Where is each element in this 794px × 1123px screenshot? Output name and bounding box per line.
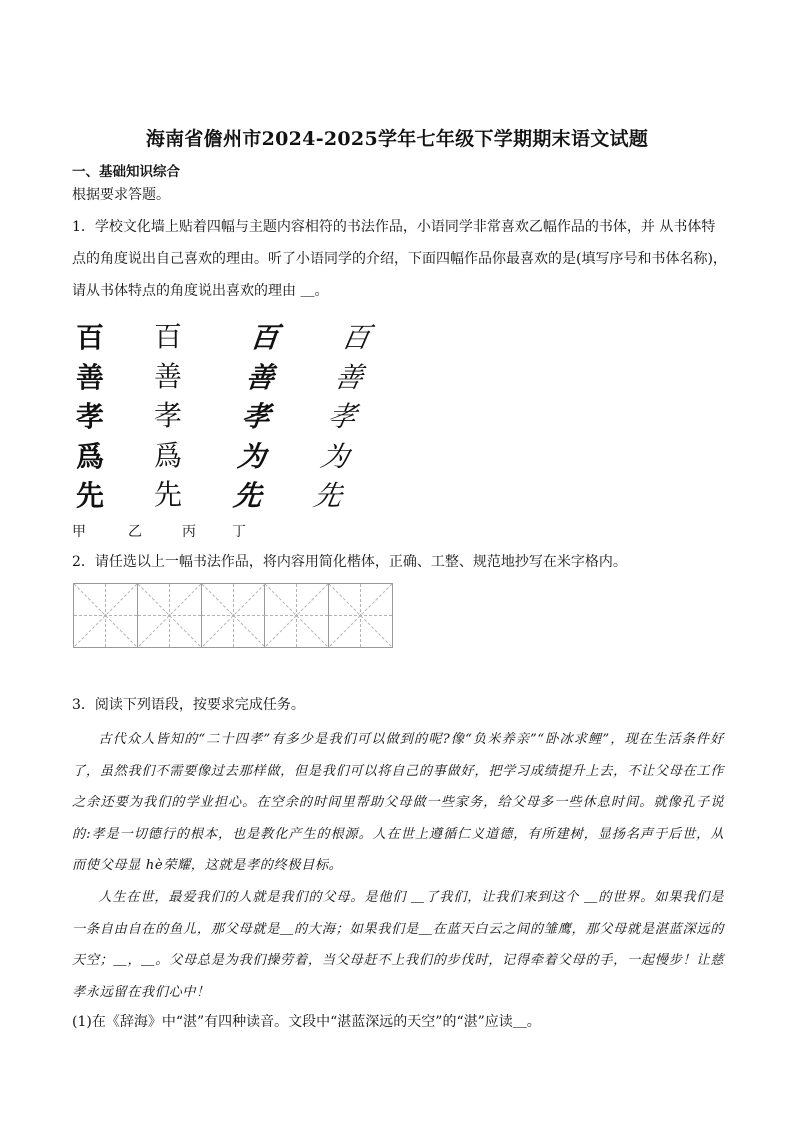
calligraphy-char: 百 xyxy=(75,321,104,354)
mizige-grid[interactable] xyxy=(73,583,393,648)
calligraphy-char: 善 xyxy=(332,360,366,394)
sub-question-1: (1)在《辞海》中“湛”有四种读音。文段中“湛蓝深远的天空”的“湛”应读＿。 xyxy=(72,1014,541,1030)
instruction-text: 根据要求答题。 xyxy=(72,187,170,203)
calligraphy-char: 为 xyxy=(318,439,352,473)
calligraphy-char: 先 xyxy=(75,479,104,512)
question-1-line-3: 请从书体特点的角度说出喜欢的理由 ＿。 xyxy=(72,283,329,299)
label-yi: 乙 xyxy=(128,524,142,540)
label-jia: 甲 xyxy=(72,524,86,540)
label-ding: 丁 xyxy=(232,524,246,540)
mizige-cell[interactable] xyxy=(74,584,138,647)
question-2: 2．请任选以上一幅书法作品，将内容用简化楷体，正确、工整、规范地抄写在米字格内。 xyxy=(72,554,627,570)
calligraphy-char: 孝 xyxy=(325,400,359,433)
page-title: 海南省儋州市2024-2025学年七年级下学期期末语文试题 xyxy=(145,128,649,150)
question-3: 3．阅读下列语段，按要求完成任务。 xyxy=(72,697,305,713)
mizige-cell[interactable] xyxy=(329,584,392,647)
mizige-guides xyxy=(74,584,137,647)
mizige-guides xyxy=(138,584,201,647)
calligraphy-char: 百 xyxy=(248,321,281,354)
calligraphy-char: 先 xyxy=(311,479,346,512)
calligraphy-yi-column xyxy=(148,318,188,516)
calligraphy-char: 善 xyxy=(244,360,276,394)
passage-paragraph-1: 古代众人皆知的“二十四孝”有多少是我们可以做到的呢?像“负米养亲”“卧冰求鲤”，现在生活条件好了，虽然我们不需要像过去那样做，但是我们可以将自己的事做好，把学习成绩提升上去，不让父母在工作之余还要为我们的学业担心。在空余的时间里帮助父母做一些家务，给父母多一些休息时间。就像孔子说的:孝是一切德行的根本，也是教化产生的根源。人在世上遵循仁义道德，有所建树，显扬名声于后世，从而使父母显 hè荣耀，这就是孝的终极目标。 xyxy=(72,732,724,873)
section-heading: 一、基础知识综合 xyxy=(72,164,180,180)
label-bing: 丙 xyxy=(182,524,196,540)
calligraphy-char: 百 xyxy=(153,322,182,353)
calligraphy-bing-column xyxy=(226,318,287,516)
calligraphy-char: 孝 xyxy=(153,401,182,432)
calligraphy-char: 善 xyxy=(75,360,104,394)
calligraphy-char: 为 xyxy=(236,439,268,473)
mizige-guides xyxy=(265,584,328,647)
mizige-cell[interactable] xyxy=(138,584,202,647)
calligraphy-ding-column xyxy=(305,318,380,516)
calligraphy-char: 善 xyxy=(153,361,182,393)
mizige-guides xyxy=(202,584,265,647)
question-1-line-1: 1．学校文化墙上贴着四幅与主题内容相符的书法作品，小语同学非常喜欢乙幅作品的书体，并 从书体特 xyxy=(72,219,716,235)
mizige-cell[interactable] xyxy=(202,584,266,647)
mizige-guides xyxy=(329,584,392,647)
calligraphy-char: 百 xyxy=(339,321,373,354)
calligraphy-char: 爲 xyxy=(153,440,182,472)
calligraphy-char: 先 xyxy=(231,479,264,512)
question-1-line-2: 点的角度说出自己喜欢的理由。听了小语同学的介绍，下面四幅作品你最喜欢的是(填写序号和书体名称)， xyxy=(72,251,727,267)
calligraphy-char: 爲 xyxy=(75,439,104,473)
passage-paragraph-2: 人生在世，最爱我们的人就是我们的父母。是他们 ＿了我们，让我们来到这个 ＿的世界。如果我们是一条自由自在的鱼儿，那父母就是＿的大海；如果我们是＿在蓝天白云之间的雏鹰，那父母就是湛蓝深远的天空；＿，＿。父母总是为我们操劳着，当父母赶不上我们的步伐时，记得牵着父母的手，一起慢步！让慈孝永远留在我们心中！ xyxy=(72,890,724,1000)
calligraphy-char: 孝 xyxy=(75,400,104,433)
calligraphy-char: 先 xyxy=(153,480,182,511)
mizige-cell[interactable] xyxy=(265,584,329,647)
calligraphy-char: 孝 xyxy=(240,400,272,433)
calligraphy-jia-column xyxy=(70,318,110,516)
